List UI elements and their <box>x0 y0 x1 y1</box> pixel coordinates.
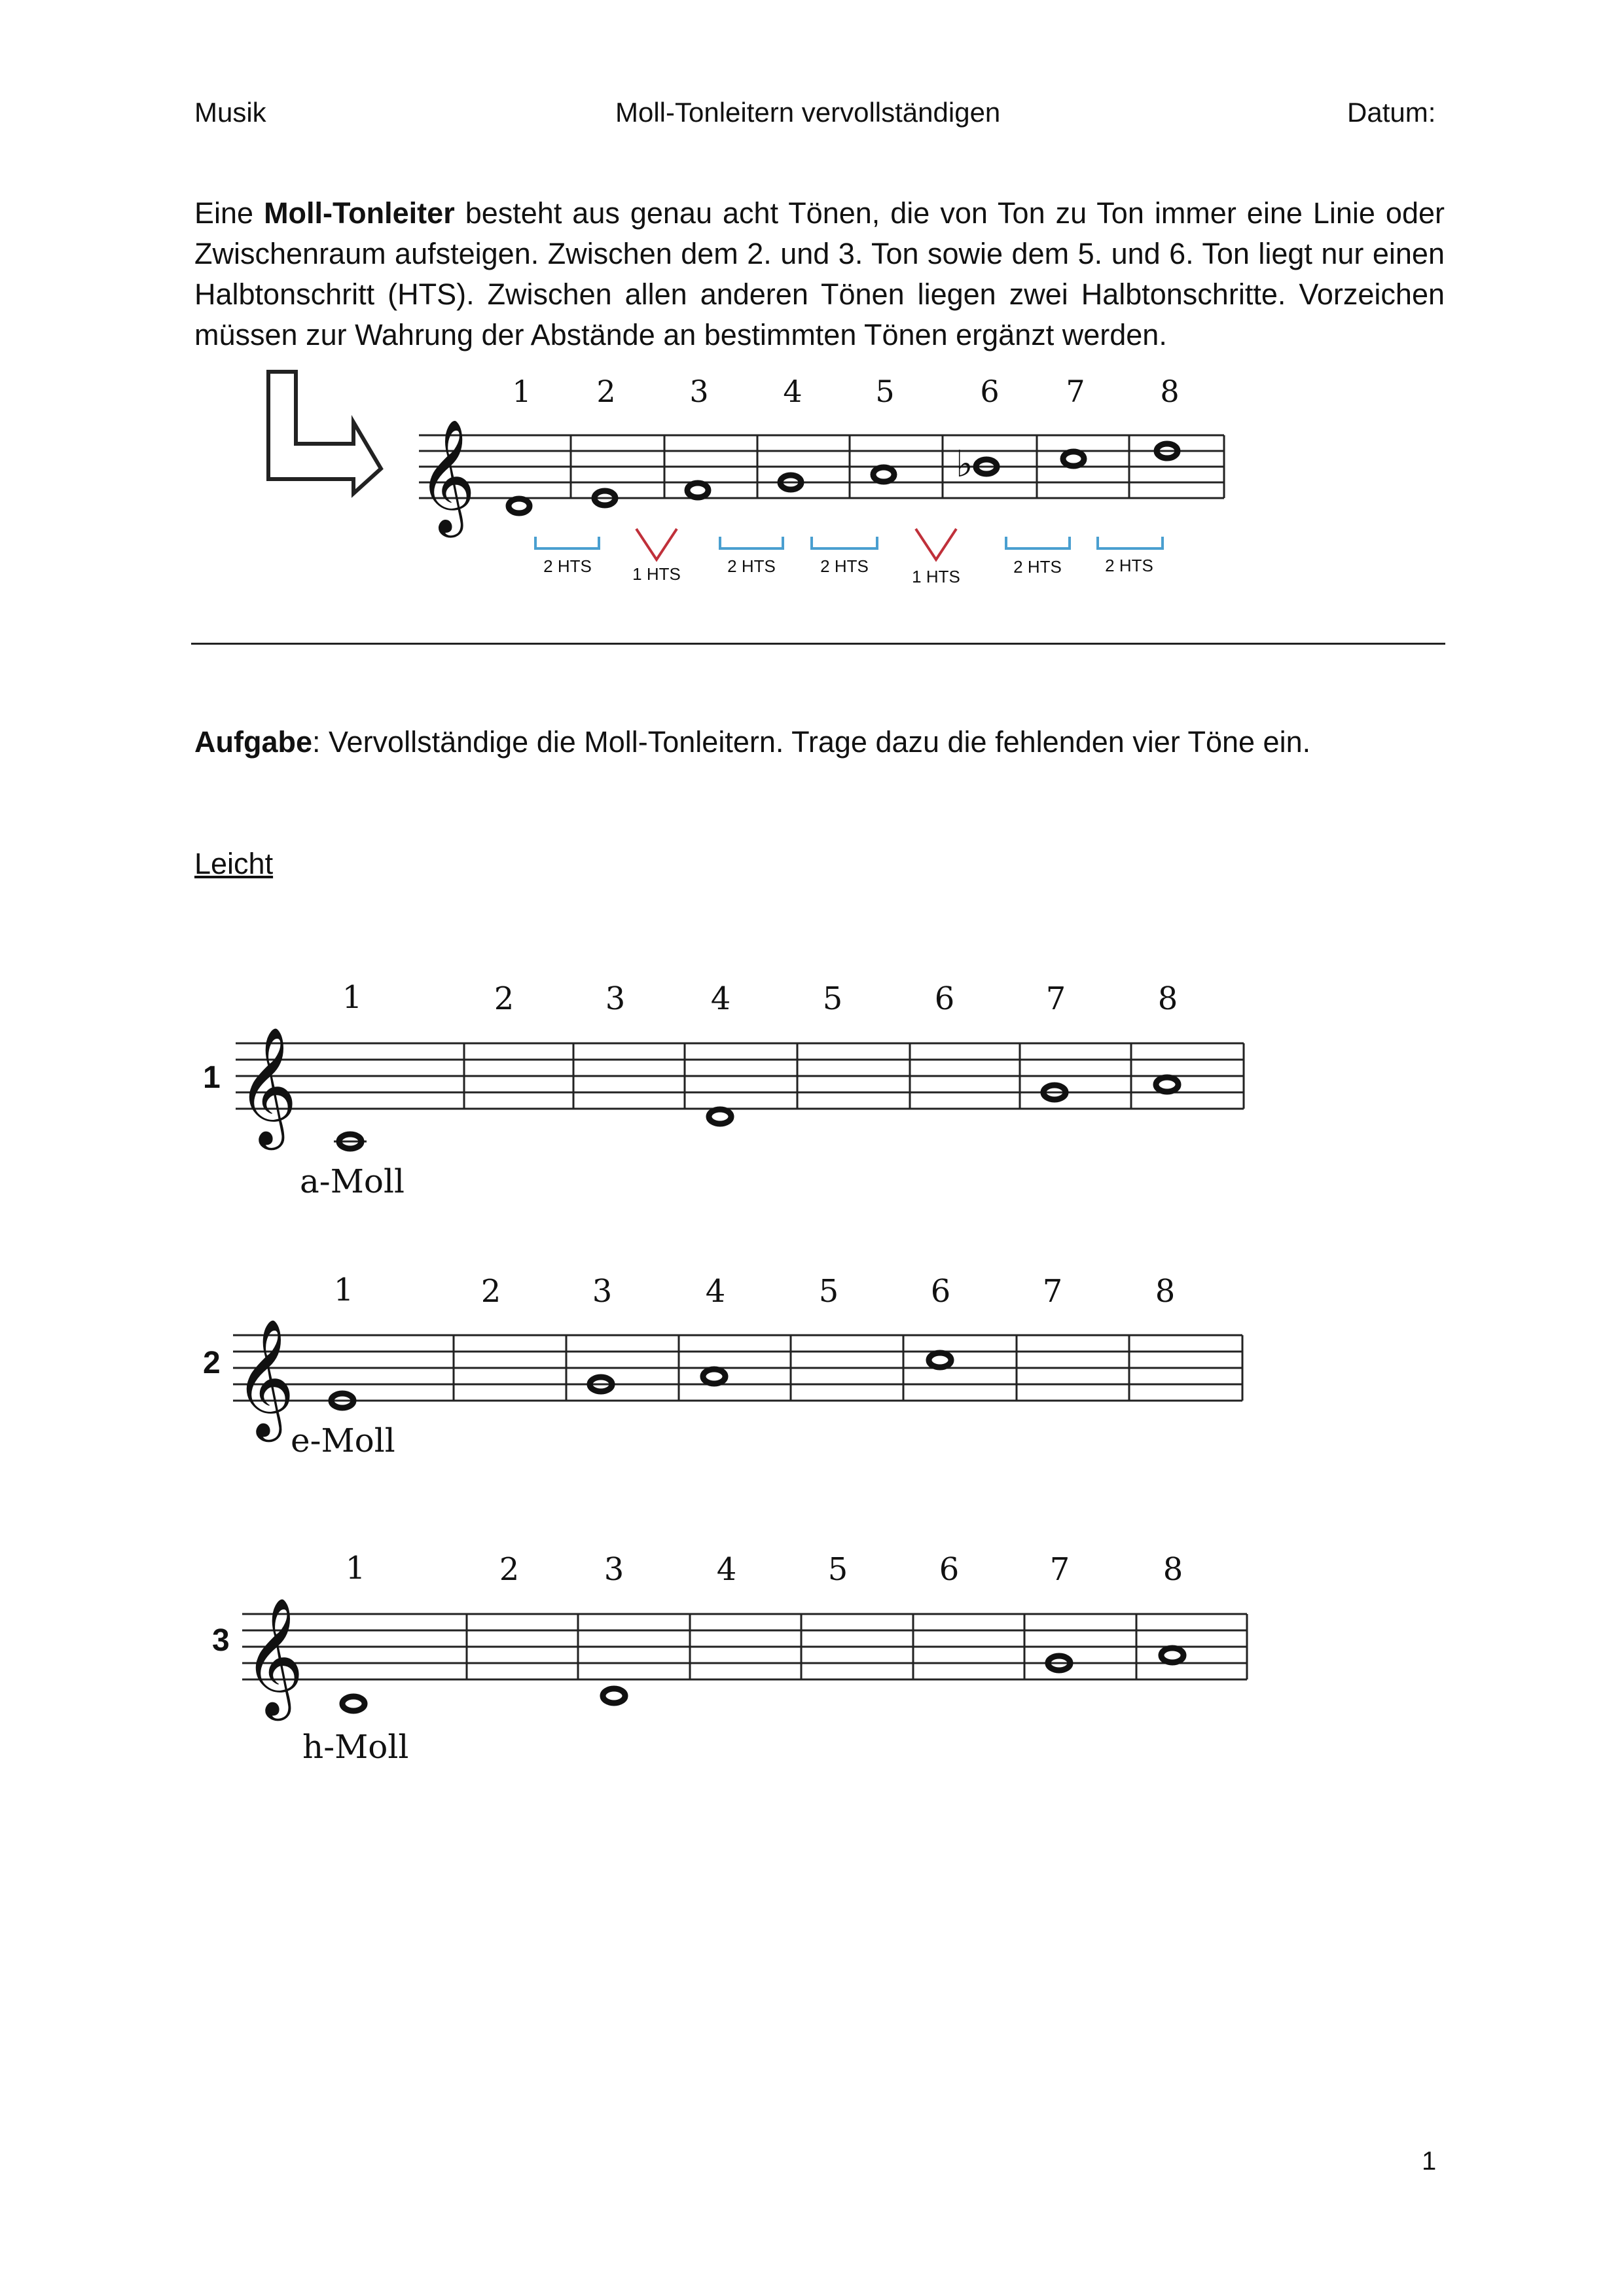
svg-text:2 HTS: 2 HTS <box>820 556 869 576</box>
intro-text: besteht aus genau acht Tönen, die von Ton zu Ton immer eine Linie oder Zwischenraum aufsteigen. Zwischen dem 2. und 3. Ton sowie dem 5. und 6. Ton liegt nur einen Halbtonschritt (HTS). Zwischen allen anderen Tönen liegen zwei Halbtonschritte. Vorzeichen müssen zur Wahrung der Abstände an bestimmten Tönen ergänzt werden. <box>194 196 1445 351</box>
exercise-1 <box>203 979 1244 1200</box>
svg-text:7: 7 <box>1066 374 1085 409</box>
interval-labels <box>543 556 1153 586</box>
task-label: Aufgabe <box>194 725 312 759</box>
level-heading: Leicht <box>194 847 274 880</box>
divider <box>191 643 1445 645</box>
svg-text:1: 1 <box>333 1272 354 1308</box>
example-illustration <box>0 0 1624 628</box>
key-label: h-Moll <box>302 1728 409 1766</box>
example-note-numbers <box>512 374 1179 409</box>
svg-text:2: 2 <box>596 374 616 409</box>
svg-text:4: 4 <box>716 1551 737 1588</box>
exercise-number: 3 <box>212 1623 230 1658</box>
svg-text:6: 6 <box>980 374 1000 409</box>
svg-text:1: 1 <box>345 1550 366 1587</box>
exercise-number: 2 <box>203 1346 221 1380</box>
page-number: 1 <box>1422 2147 1437 2176</box>
header-date-label: Datum: <box>1347 97 1436 128</box>
svg-text:4: 4 <box>783 374 803 409</box>
svg-text:1: 1 <box>342 979 363 1016</box>
svg-text:4: 4 <box>705 1273 726 1310</box>
interval-v-marks <box>636 529 956 560</box>
note-numbers <box>334 1272 1176 1310</box>
svg-text:2 HTS: 2 HTS <box>543 556 592 576</box>
svg-text:7: 7 <box>1045 980 1066 1017</box>
svg-text:3: 3 <box>592 1273 613 1310</box>
note-numbers <box>346 1550 1183 1588</box>
treble-clef-icon: 𝄞 <box>244 1596 304 1715</box>
example-staff <box>419 435 1224 498</box>
exercise-2 <box>203 1272 1242 1460</box>
svg-text:5: 5 <box>827 1551 848 1588</box>
svg-text:3: 3 <box>604 1551 624 1588</box>
svg-text:7: 7 <box>1049 1551 1070 1588</box>
task-text <box>194 725 1310 759</box>
svg-text:2: 2 <box>499 1551 520 1588</box>
svg-text:2: 2 <box>480 1273 501 1310</box>
example-notes <box>509 444 1178 513</box>
svg-text:5: 5 <box>822 980 843 1017</box>
svg-text:2 HTS: 2 HTS <box>1013 557 1062 577</box>
intro-lead: Eine <box>194 196 264 230</box>
treble-clef-icon: 𝄞 <box>237 1026 298 1145</box>
flat-icon: ♭ <box>956 443 973 486</box>
key-label: a-Moll <box>300 1162 405 1200</box>
note-numbers <box>342 979 1178 1017</box>
interval-brackets <box>535 537 1163 548</box>
svg-text:1: 1 <box>512 374 532 409</box>
task-body: : Vervollständige die Moll-Tonleitern. Trage dazu die fehlenden vier Töne ein. <box>312 725 1311 759</box>
svg-text:3: 3 <box>605 980 626 1017</box>
svg-text:3: 3 <box>689 374 709 409</box>
svg-text:2 HTS: 2 HTS <box>1105 556 1153 575</box>
svg-text:2 HTS: 2 HTS <box>727 556 776 576</box>
svg-text:4: 4 <box>710 980 731 1017</box>
key-label: e-Moll <box>291 1422 395 1460</box>
exercise-staffs <box>0 949 1624 1800</box>
arrow-icon <box>268 372 381 493</box>
treble-clef-icon: 𝄞 <box>234 1318 295 1437</box>
intro-term: Moll-Tonleiter <box>264 196 455 230</box>
svg-text:1 HTS: 1 HTS <box>912 567 960 586</box>
treble-clef-icon: 𝄞 <box>418 419 476 533</box>
svg-text:8: 8 <box>1160 374 1180 409</box>
header-title: Moll-Tonleitern vervollständigen <box>615 97 1001 128</box>
svg-text:6: 6 <box>934 980 955 1017</box>
svg-text:7: 7 <box>1042 1273 1063 1310</box>
svg-text:8: 8 <box>1157 980 1178 1017</box>
svg-text:6: 6 <box>930 1273 951 1310</box>
svg-text:5: 5 <box>818 1273 839 1310</box>
svg-text:1 HTS: 1 HTS <box>632 564 681 584</box>
header-subject: Musik <box>194 97 266 128</box>
svg-text:8: 8 <box>1155 1273 1176 1310</box>
svg-text:5: 5 <box>875 374 895 409</box>
svg-text:6: 6 <box>939 1551 960 1588</box>
svg-text:2: 2 <box>494 980 514 1017</box>
svg-text:8: 8 <box>1163 1551 1183 1588</box>
exercise-number: 1 <box>203 1060 221 1095</box>
exercise-3 <box>212 1550 1247 1766</box>
